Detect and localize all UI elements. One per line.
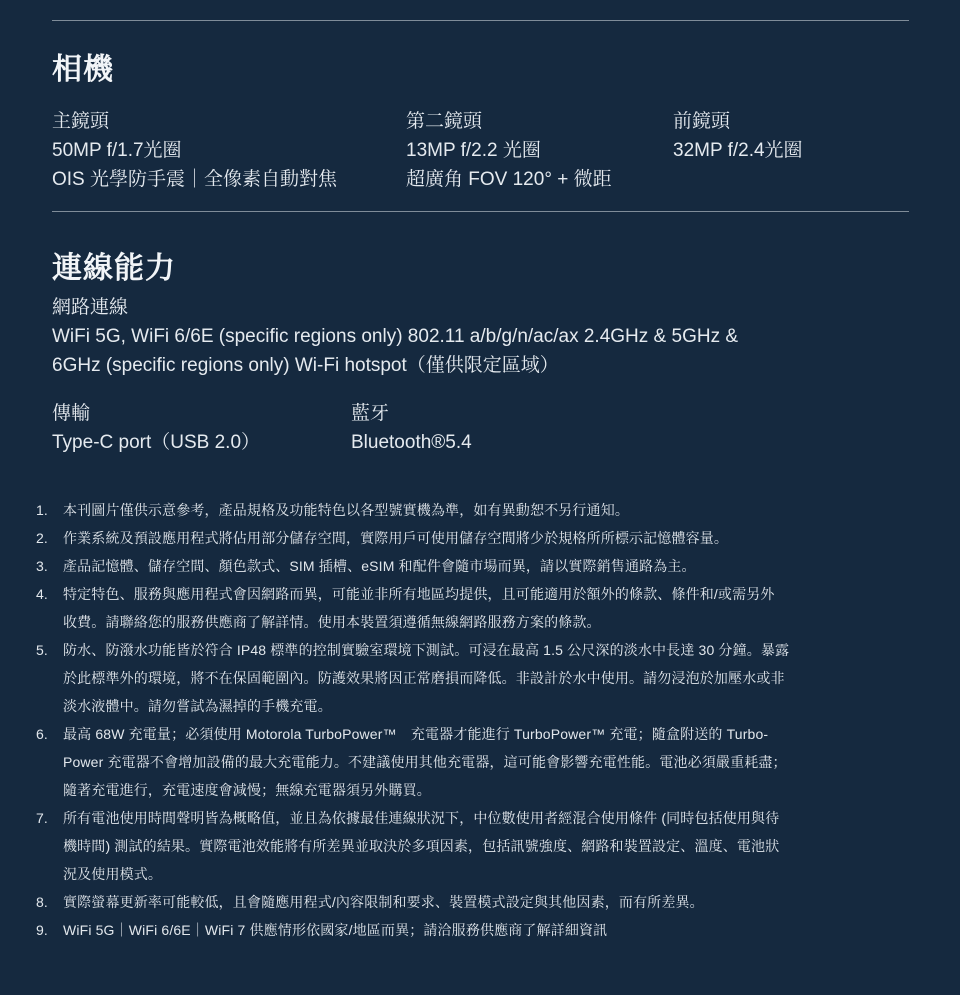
connectivity-heading: 連線能力 (52, 252, 176, 285)
top-divider (52, 20, 909, 21)
network-line-2: 6GHz (specific regions only) Wi-Fi hotspot（僅供限定區域） (52, 355, 559, 376)
footnote-item (28, 720, 908, 804)
front-camera-spec (673, 107, 803, 165)
footnote-number: 6. (36, 726, 48, 742)
footnote-text-line: 所有電池使用時間聲明皆為概略值，並且為依據最佳連線狀況下，中位數使用者經混合使用條件 (同時包括使用與待 (63, 810, 780, 826)
second-camera-spec (406, 107, 612, 194)
footnote-text-line: 作業系統及預設應用程式將佔用部分儲存空間，實際用戶可使用儲存空間將少於規格所所標示記憶體容量。 (63, 530, 729, 546)
footnote-text-line: 機時間) 測試的結果。實際電池效能將有所差異並取決於多項因素，包括訊號強度、網路和裝置設定、溫度、電池狀 (63, 838, 780, 854)
bluetooth-value: Bluetooth®5.4 (351, 432, 472, 453)
footnote-number: 9. (36, 922, 48, 938)
second-camera-line-1: 13MP f/2.2 光圈 (406, 140, 541, 161)
footnote-item (28, 524, 908, 552)
main-camera-spec (52, 107, 337, 194)
footnote-text-line: 實際螢幕更新率可能較低，且會隨應用程式/內容限制和要求、裝置模式設定與其他因素，而有所差異。 (63, 894, 704, 910)
footnote-text-line: 本刊圖片僅供示意參考，產品規格及功能特色以各型號實機為準，如有異動恕不另行通知。 (63, 502, 629, 518)
footnote-text-line: 況及使用模式。 (63, 866, 163, 882)
footnote-number: 5. (36, 642, 48, 658)
footnote-number: 8. (36, 894, 48, 910)
footnote-text-line: 特定特色、服務與應用程式會因網路而異，可能並非所有地區均提供，且可能適用於額外的條款、條件和/或需另外 (63, 586, 775, 602)
footnotes-list (28, 496, 908, 944)
main-camera-line-2: OIS 光學防手震｜全像素自動對焦 (52, 169, 338, 190)
footnote-text-line: 於此標準外的環境，將不在保固範圍內。防護效果將因正常磨損而降低。非設計於水中使用。請勿浸泡於加壓水或非 (63, 670, 785, 686)
footnote-text-line: 防水、防潑水功能皆於符合 IP48 標準的控制實驗室環境下測試。可浸在最高 1.5 公尺深的淡水中長達 30 分鐘。暴露 (63, 642, 790, 658)
second-camera-title: 第二鏡頭 (406, 111, 483, 132)
section-divider (52, 211, 909, 212)
bluetooth-spec (351, 399, 472, 457)
footnote-item (28, 636, 908, 720)
second-camera-line-2: 超廣角 FOV 120° + 微距 (406, 169, 612, 190)
footnote-item (28, 496, 908, 524)
footnote-number: 2. (36, 530, 48, 546)
footnote-item (28, 804, 908, 888)
bluetooth-title: 藍牙 (351, 403, 390, 424)
network-spec (52, 293, 912, 380)
transfer-spec (52, 399, 260, 457)
footnote-number: 3. (36, 558, 48, 574)
footnote-text-line: 產品記憶體、儲存空間、顏色款式、SIM 插槽、eSIM 和配件會隨市場而異，請以實際銷售通路為主。 (63, 558, 696, 574)
front-camera-title: 前鏡頭 (673, 111, 731, 132)
main-camera-title: 主鏡頭 (52, 111, 110, 132)
network-title: 網路連線 (52, 297, 129, 318)
footnote-number: 7. (36, 810, 48, 826)
footnote-text-line: 隨著充電進行，充電速度會減慢；無線充電器須另外購買。 (63, 782, 431, 798)
transfer-title: 傳輸 (52, 403, 91, 424)
transfer-value: Type-C port（USB 2.0） (52, 432, 261, 453)
camera-heading: 相機 (52, 53, 114, 86)
front-camera-line-1: 32MP f/2.4光圈 (673, 140, 803, 161)
network-line-1: WiFi 5G, WiFi 6/6E (specific regions only) 802.11 a/b/g/n/ac/ax 2.4GHz & 5GHz & (52, 326, 739, 347)
footnote-item (28, 888, 908, 916)
footnote-number: 4. (36, 586, 48, 602)
footnote-item (28, 916, 908, 944)
footnote-item (28, 552, 908, 580)
footnote-number: 1. (36, 502, 48, 518)
footnote-item (28, 580, 908, 636)
footnote-text-line: 最高 68W 充電量；必須使用 Motorola TurboPower™ 充電器才能進行 TurboPower™ 充電；隨盒附送的 Turbo- (63, 726, 769, 742)
footnote-text-line: WiFi 5G｜WiFi 6/6E｜WiFi 7 供應情形依國家/地區而異；請洽服務供應商了解詳細資訊 (63, 922, 608, 938)
main-camera-line-1: 50MP f/1.7光圈 (52, 140, 182, 161)
footnote-text-line: Power 充電器不會增加設備的最大充電能力。不建議使用其他充電器，這可能會影響充電性能。電池必須嚴重耗盡； (63, 754, 787, 770)
footnote-text-line: 淡水液體中。請勿嘗試為濕掉的手機充電。 (63, 698, 332, 714)
footnote-text-line: 收費。請聯絡您的服務供應商了解詳情。使用本裝置須遵循無線網路服務方案的條款。 (63, 614, 601, 630)
